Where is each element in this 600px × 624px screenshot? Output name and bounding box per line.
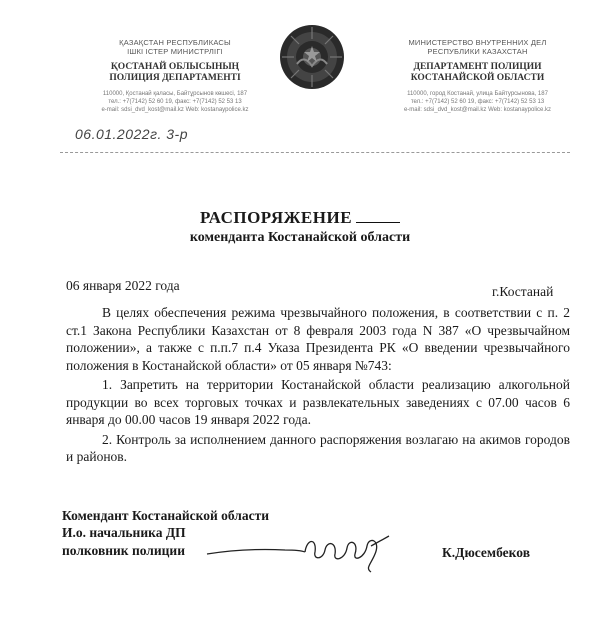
item-2-paragraph: 2. Контроль за исполнением данного распоряжения возлагаю на акимов городов и районов.	[66, 431, 570, 464]
document-body	[66, 304, 570, 466]
letterhead-right-name1: ДЕПАРТАМЕНТ ПОЛИЦИИ	[413, 62, 542, 72]
signer-position-1: Комендант Костанайской области	[62, 508, 270, 523]
letterhead-right-line1: МИНИСТЕРСТВО ВНУТРЕННИХ ДЕЛ	[408, 38, 547, 47]
preamble-paragraph: В целях обеспечения режима чрезвычайного положения, в соответствии с п. 2 ст.1 Закона Республики Казахстан от 8 февраля 2003 года N 387 «О чрезвычайном положении», а также с п.п.7 п.4 Указа Президента РК «О введении чрезвычайного положения в Костанайской области» от 05 января №743:	[66, 305, 570, 373]
document-date: 06 января 2022 года	[66, 278, 180, 293]
letterhead-left-contact3: e-mail: sdsi_dvd_kost@mail.kz Web: kostanaypolice.kz	[101, 107, 249, 113]
letterhead-right-name2: КОСТАНАЙСКОЙ ОБЛАСТИ	[410, 73, 545, 83]
registration-note: 06.01.2022г. 3-р	[75, 126, 188, 142]
document-number-blank	[356, 208, 400, 223]
letterhead-left	[80, 38, 270, 114]
document-subtitle: коменданта Костанайской области	[189, 230, 411, 245]
letterhead-right-contact1: 110000, город Костанай, улица Байтурсынова, 187	[407, 91, 548, 97]
letterhead-right-contact3: e-mail: sdsi_dvd_kost@mail.kz Web: kostanaypolice.kz	[403, 107, 552, 113]
letterhead-left-name2: ПОЛИЦИЯ ДЕПАРТАМЕНТІ	[109, 73, 241, 83]
document-title	[0, 208, 600, 228]
letterhead-left-line1: ҚАЗАҚСТАН РЕСПУБЛИКАСЫ	[119, 38, 231, 47]
state-emblem-icon	[279, 24, 345, 90]
letterhead-left-contact2: тел.: +7(7142) 52 60 19, факс: +7(7142) 52 53 13	[108, 99, 242, 105]
signer-name: К.Дюсембеков	[442, 545, 530, 560]
signer-position-2: И.о. начальника ДП	[62, 525, 186, 540]
letterhead-left-line2: ІШКІ ІСТЕР МИНИСТРЛІГІ	[127, 47, 223, 56]
letterhead-right-contact2: тел.: +7(7142) 52 60 19, факс: +7(7142) 52 53 13	[410, 99, 545, 105]
letterhead-right	[380, 38, 575, 114]
letterhead-left-name1: ҚОСТАНАЙ ОБЛЫСЫНЫҢ	[110, 62, 240, 72]
letterhead-left-contact1: 110000, Қостанай қаласы, Байтұрсынов көшесі, 187	[102, 91, 248, 97]
handwritten-signature	[205, 528, 395, 578]
document-city: г.Костанай	[492, 284, 554, 299]
signer-rank: полковник полиции	[62, 543, 185, 558]
letterhead-right-line2: РЕСПУБЛИКИ КАЗАХСТАН	[427, 47, 528, 56]
item-1-paragraph: 1. Запретить на территории Костанайской области реализацию алкогольной продукции во всех торговых точках и развлекательных заведениях с 07.00 часов 6 января до 00.00 часов 19 января 2022 года.	[66, 377, 570, 427]
document-title-text: РАСПОРЯЖЕНИЕ	[199, 208, 353, 227]
letterhead-divider	[60, 152, 570, 153]
